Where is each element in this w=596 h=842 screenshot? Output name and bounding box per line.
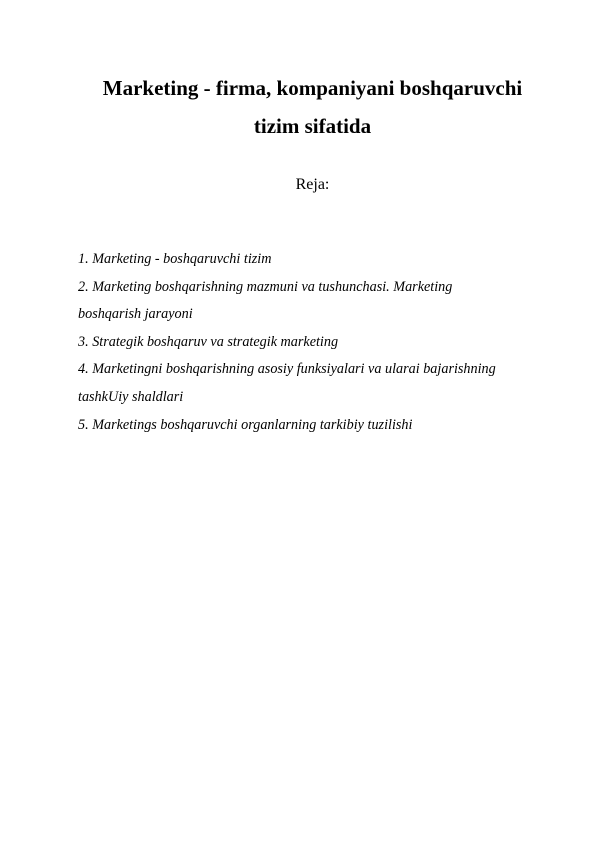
document-title-line-2: tizim sifatida <box>253 114 372 138</box>
plan-line: 3. Strategik boshqaruv va strategik marketing <box>78 333 339 350</box>
plan-heading: Reja: <box>295 176 330 193</box>
plan-line: tashkUiy shaldlari <box>78 388 184 405</box>
plan-list <box>78 250 548 443</box>
plan-line: 2. Marketing boshqarishning mazmuni va tushunchasi. Marketing <box>78 278 453 295</box>
plan-line: 5. Marketings boshqaruvchi organlarning tarkibiy tuzilishi <box>78 416 413 433</box>
plan-line: 4. Marketingni boshqarishning asosiy funksiyalari va ularai bajarishning <box>78 361 496 378</box>
plan-line: boshqarish jarayoni <box>78 306 193 323</box>
document-title-line-1: Marketing - firma, kompaniyani boshqaruvchi <box>102 76 523 100</box>
plan-line: 1. Marketing - boshqaruvchi tizim <box>78 251 272 267</box>
